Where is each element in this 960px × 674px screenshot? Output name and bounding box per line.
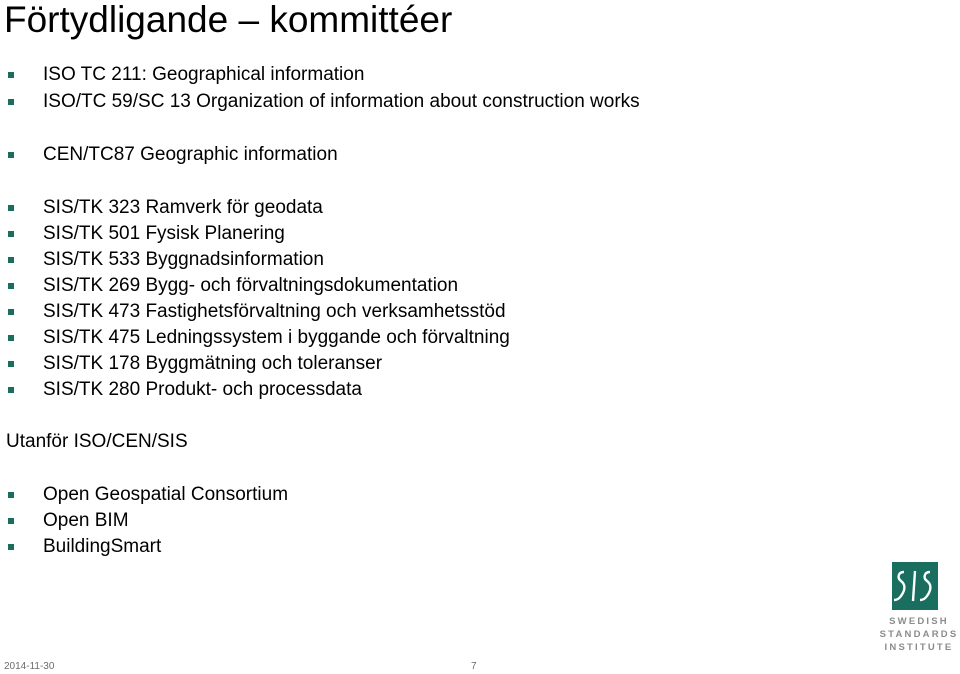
logo-text-line: SWEDISH [889,616,949,627]
square-bullet-icon [8,283,14,289]
bullet-item [8,509,129,533]
bullet-text: CEN/TC87 Geographic information [43,144,338,165]
square-bullet-icon [8,544,14,550]
bullet-item [8,196,323,220]
bullet-item [8,352,382,376]
square-bullet-icon [8,518,14,524]
bullet-text: Open BIM [43,510,129,531]
bullet-item [8,378,362,402]
bullet-item [8,483,288,507]
bullet-text: SIS/TK 323 Ramverk för geodata [43,197,323,218]
bullet-text: SIS/TK 475 Ledningssystem i byggande och förvaltning [43,327,510,348]
square-bullet-icon [8,152,14,158]
footer-date: 2014-11-30 [4,661,55,672]
square-bullet-icon [8,492,14,498]
square-bullet-icon [8,387,14,393]
bullet-text: ISO/TC 59/SC 13 Organization of information about construction works [43,91,640,112]
bullet-text: SIS/TK 269 Bygg- och förvaltningsdokumentation [43,275,459,296]
slide-title: Förtydligande – kommittéer [4,0,453,40]
square-bullet-icon [8,309,14,315]
bullet-text: SIS/TK 501 Fysisk Planering [43,223,285,244]
bullet-text: SIS/TK 280 Produkt- och processdata [43,379,362,400]
square-bullet-icon [8,72,14,78]
square-bullet-icon [8,231,14,237]
bullet-text: SIS/TK 473 Fastighetsförvaltning och verksamhetsstöd [43,301,506,322]
square-bullet-icon [8,205,14,211]
bullet-item [8,535,161,559]
bullet-text: BuildingSmart [43,536,162,557]
bullet-text: ISO TC 211: Geographical information [43,64,365,85]
page-number: 7 [471,661,477,672]
sis-logo [878,562,960,658]
bullet-text: Open Geospatial Consortium [43,484,289,505]
bullet-item [8,300,506,324]
square-bullet-icon [8,99,14,105]
bullet-item [8,143,338,167]
square-bullet-icon [8,335,14,341]
square-bullet-icon [8,361,14,367]
sis-logo-mark-icon [892,562,938,610]
bullet-item [8,63,364,87]
logo-text-line: INSTITUTE [884,642,954,653]
square-bullet-icon [8,257,14,263]
bullet-item [8,274,458,298]
section-heading: Utanför ISO/CEN/SIS [6,431,188,452]
bullet-item [8,222,285,246]
bullet-text: SIS/TK 178 Byggmätning och toleranser [43,353,383,374]
bullet-item [8,326,510,350]
bullet-item [8,90,640,114]
bullet-text: SIS/TK 533 Byggnadsinformation [43,249,324,270]
bullet-item [8,248,324,272]
logo-text-line: STANDARDS [879,629,959,640]
